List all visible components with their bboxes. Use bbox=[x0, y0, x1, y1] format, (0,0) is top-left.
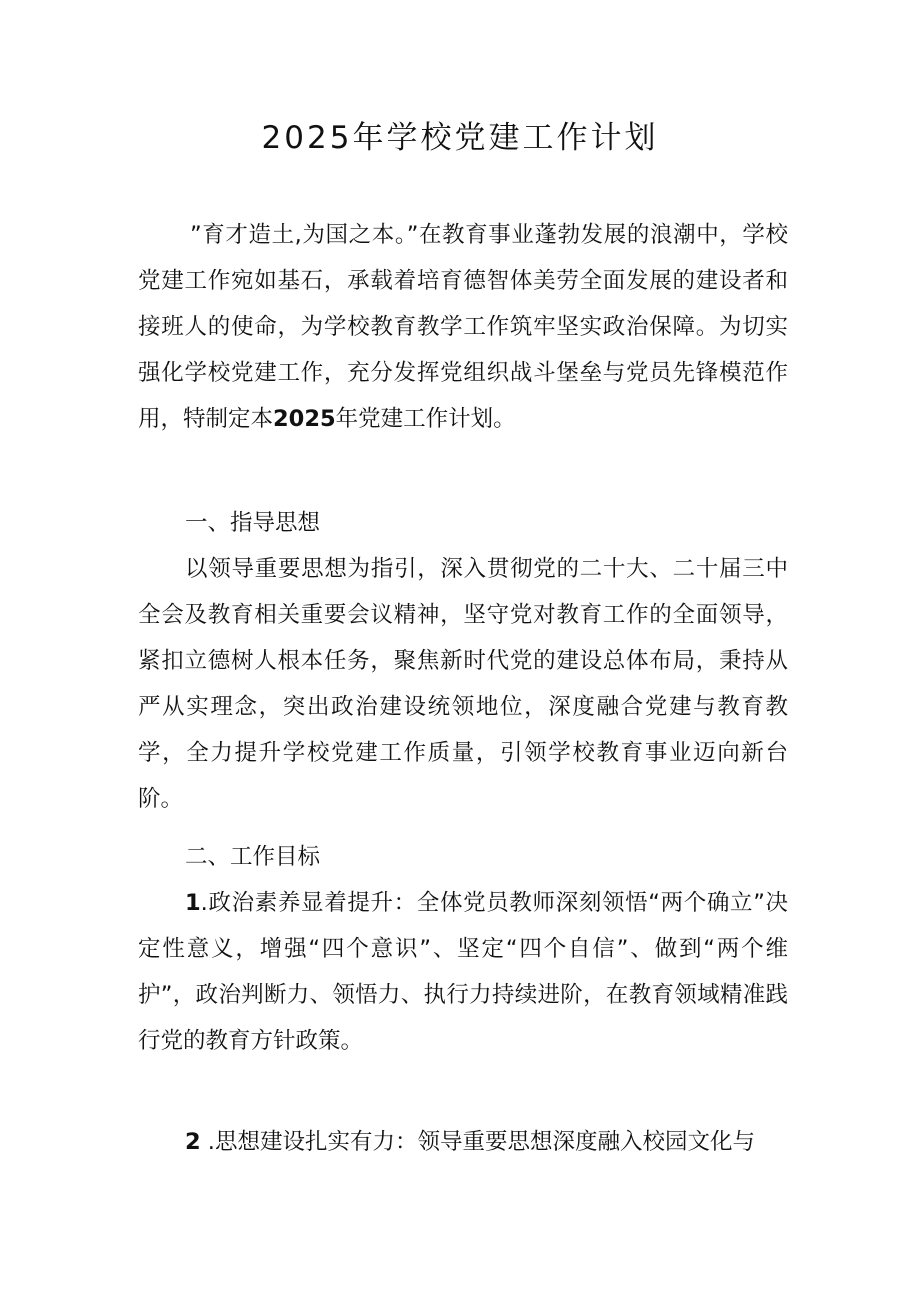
intro-text-part1: ”育才造土,为国之本。”在教育事业蓬勃发展的浪潮中，学校党建工作宛如基石，承载着培育德智体美劳全面发展的建设者和接班人的使命，为学校教育教学工作筑牢坚实政治保障。为切实强化学校党建工作，充分发挥党组织战斗堡垒与党员先锋模范作用，特制定本 bbox=[138, 222, 788, 432]
section-heading-guiding-ideology: 一、指导思想 bbox=[185, 510, 321, 536]
section-body-guiding-ideology: 以领导重要思想为指引，深入贯彻党的二十大、二十届三中全会及教育相关重要会议精神，坚守党对教育工作的全面领导，紧扣立德树人根本任务，聚焦新时代党的建设总体布局，秉持从严从实理念，突出政治建设统领地位，深度融合党建与教育教学，全力提升学校党建工作质量，引领学校教育事业迈向新台阶。 bbox=[138, 556, 788, 812]
goal-item-text: .政治素养显着提升：全体党员教师深刻领悟“两个确立”决定性意义，增强“四个意识”、坚定“四个自信”、做到“两个维护”，政治判断力、领悟力、执行力持续进阶，在教育领域精准践行党的教育方针政策。 bbox=[138, 890, 788, 1054]
goal-item-text: .思想建设扎实有力：领导重要思想深度融入校园文化与 bbox=[200, 1129, 755, 1155]
section-heading-work-goals: 二、工作目标 bbox=[185, 844, 321, 870]
goal-item bbox=[138, 880, 788, 1064]
goal-item-number: 1 bbox=[185, 890, 201, 916]
intro-year: 2025 bbox=[273, 406, 336, 432]
intro-text-part2: 年党建工作计划。 bbox=[335, 406, 516, 432]
intro-paragraph bbox=[138, 212, 788, 442]
goal-item-number: 2 bbox=[185, 1129, 201, 1155]
document-title: 2025年学校党建工作计划 bbox=[261, 120, 659, 156]
goal-item bbox=[138, 1119, 788, 1165]
